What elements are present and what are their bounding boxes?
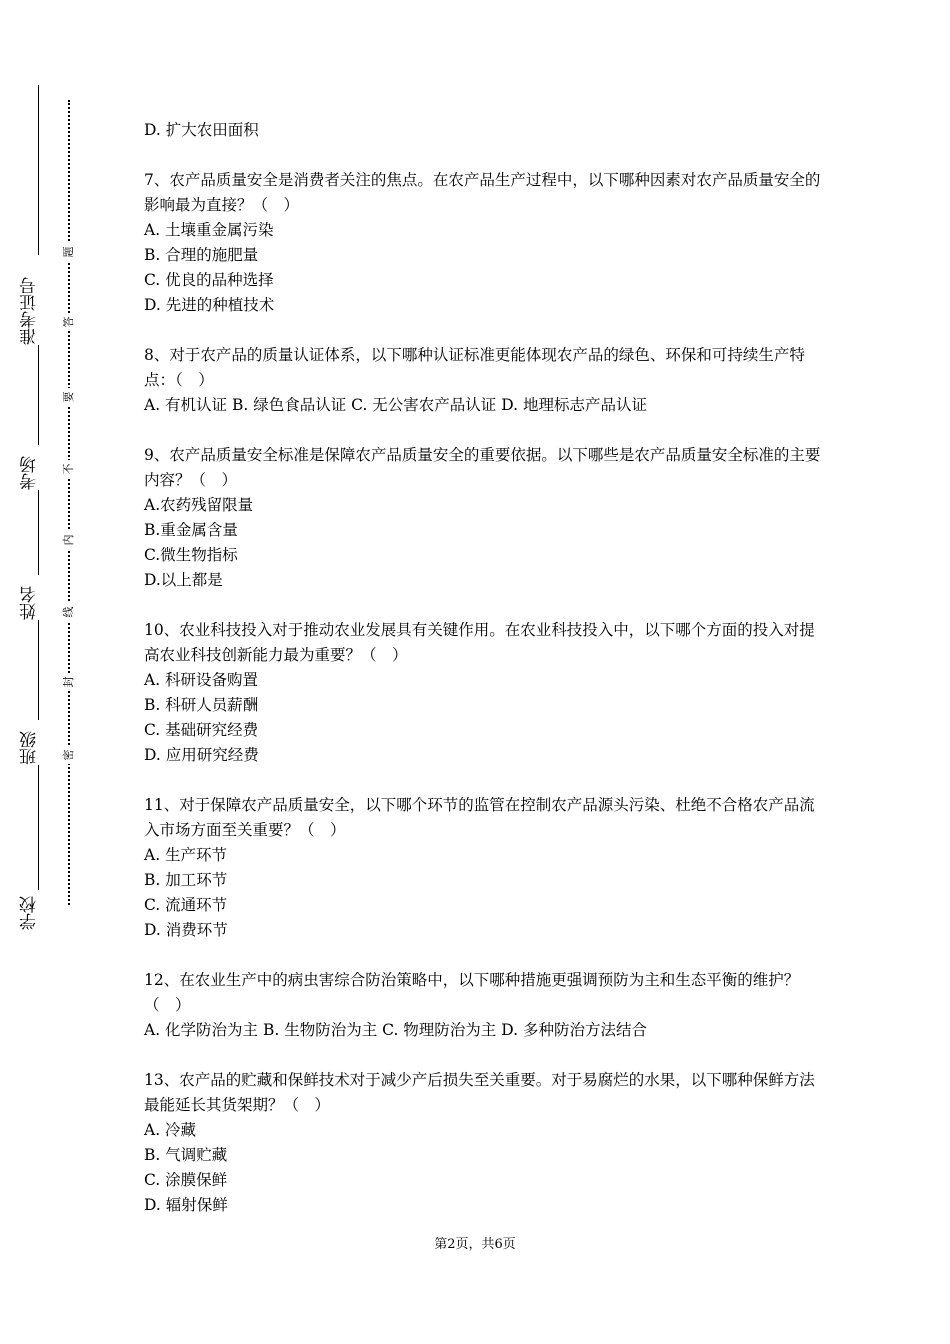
question-stem: 11、对于保障农产品质量安全，以下哪个环节的监管在控制农产品源头污染、杜绝不合格农产品流入市场方面至关重要？（ ） xyxy=(144,796,815,839)
option-c: C. 涂膜保鲜 xyxy=(144,1171,228,1189)
option-line: A. 化学防治为主 B. 生物防治为主 C. 物理防治为主 D. 多种防治方法结合 xyxy=(144,1021,647,1039)
seal-char: 内 xyxy=(60,531,78,549)
question-stem: 12、在农业生产中的病虫害综合防治策略中，以下哪种措施更强调预防为主和生态平衡的维护？（ ） xyxy=(144,971,800,1014)
question-stem: 13、农产品的贮藏和保鲜技术对于减少产后损失至关重要。对于易腐烂的水果，以下哪种保鲜方法最能延长其货架期？（ ） xyxy=(144,1071,815,1114)
question-content xyxy=(144,118,824,1243)
option-a: A. 科研设备购置 xyxy=(144,671,259,689)
option-a: A. 土壤重金属污染 xyxy=(144,221,274,239)
seal-char: 不 xyxy=(60,460,78,478)
option-b: B. 气调贮藏 xyxy=(144,1146,228,1164)
seal-char: 答 xyxy=(60,313,78,331)
margin-line xyxy=(38,765,39,890)
margin-line xyxy=(38,490,39,575)
option-a: A.农药残留限量 xyxy=(144,496,254,514)
margin-line xyxy=(38,85,39,255)
question-12 xyxy=(144,968,824,1043)
option-c: C. 优良的品种选择 xyxy=(144,271,274,289)
question-10 xyxy=(144,618,824,768)
option-b: B. 科研人员薪酬 xyxy=(144,696,259,714)
option-b: B. 合理的施肥量 xyxy=(144,246,259,264)
seal-char: 线 xyxy=(60,603,78,621)
question-9 xyxy=(144,443,824,593)
option-b: B. 加工环节 xyxy=(144,871,228,889)
question-stem: 7、农产品质量安全是消费者关注的焦点。在农产品生产过程中，以下哪种因素对农产品质量安全的影响最为直接？（ ） xyxy=(144,171,821,214)
seal-char: 封 xyxy=(60,673,78,691)
option-c: C. 基础研究经费 xyxy=(144,721,259,739)
seal-char: 题 xyxy=(60,243,78,261)
option-d: D. 应用研究经费 xyxy=(144,746,259,764)
question-stem: 8、对于农产品的质量认证体系，以下哪种认证标准更能体现农产品的绿色、环保和可持续生产特点：（ ） xyxy=(144,346,805,389)
option-a: A. 生产环节 xyxy=(144,846,228,864)
seal-char: 要 xyxy=(60,388,78,406)
question-11 xyxy=(144,793,824,943)
binding-margin xyxy=(0,0,110,1344)
label-class: 班级 xyxy=(20,731,40,765)
label-name: 姓名 xyxy=(20,586,40,620)
margin-line xyxy=(38,620,39,720)
label-exam-number: 准考证号 xyxy=(20,277,40,345)
label-school: 学校 xyxy=(20,896,40,930)
seal-char: 密 xyxy=(60,746,78,764)
question-stem: 10、农业科技投入对于推动农业发展具有关键作用。在农业科技投入中，以下哪个方面的投入对提高农业科技创新能力最为重要？（ ） xyxy=(144,621,815,664)
question-13 xyxy=(144,1068,824,1218)
margin-line xyxy=(38,345,39,445)
question-stem: 9、农产品质量安全标准是保障农产品质量安全的重要依据。以下哪些是农产品质量安全标准的主要内容？（ ） xyxy=(144,446,821,489)
question-7 xyxy=(144,168,824,318)
seal-dotted-line xyxy=(68,100,70,905)
label-exam-room: 考场 xyxy=(20,456,40,490)
option-d: D.以上都是 xyxy=(144,571,223,589)
question-8 xyxy=(144,343,824,418)
option-c: C. 流通环节 xyxy=(144,896,228,914)
option-a: A. 冷藏 xyxy=(144,1121,197,1139)
option-d: D. 辐射保鲜 xyxy=(144,1196,228,1214)
option-c: C.微生物指标 xyxy=(144,546,238,564)
option-d: D. 消费环节 xyxy=(144,921,228,939)
option-text: D. 扩大农田面积 xyxy=(144,121,259,139)
option-d: D. 先进的种植技术 xyxy=(144,296,275,314)
question-continuation xyxy=(144,118,824,143)
page-footer: 第2页，共6页 xyxy=(434,1237,516,1252)
option-b: B.重金属含量 xyxy=(144,521,238,539)
option-line: A. 有机认证 B. 绿色食品认证 C. 无公害农产品认证 D. 地理标志产品认证 xyxy=(144,396,647,414)
